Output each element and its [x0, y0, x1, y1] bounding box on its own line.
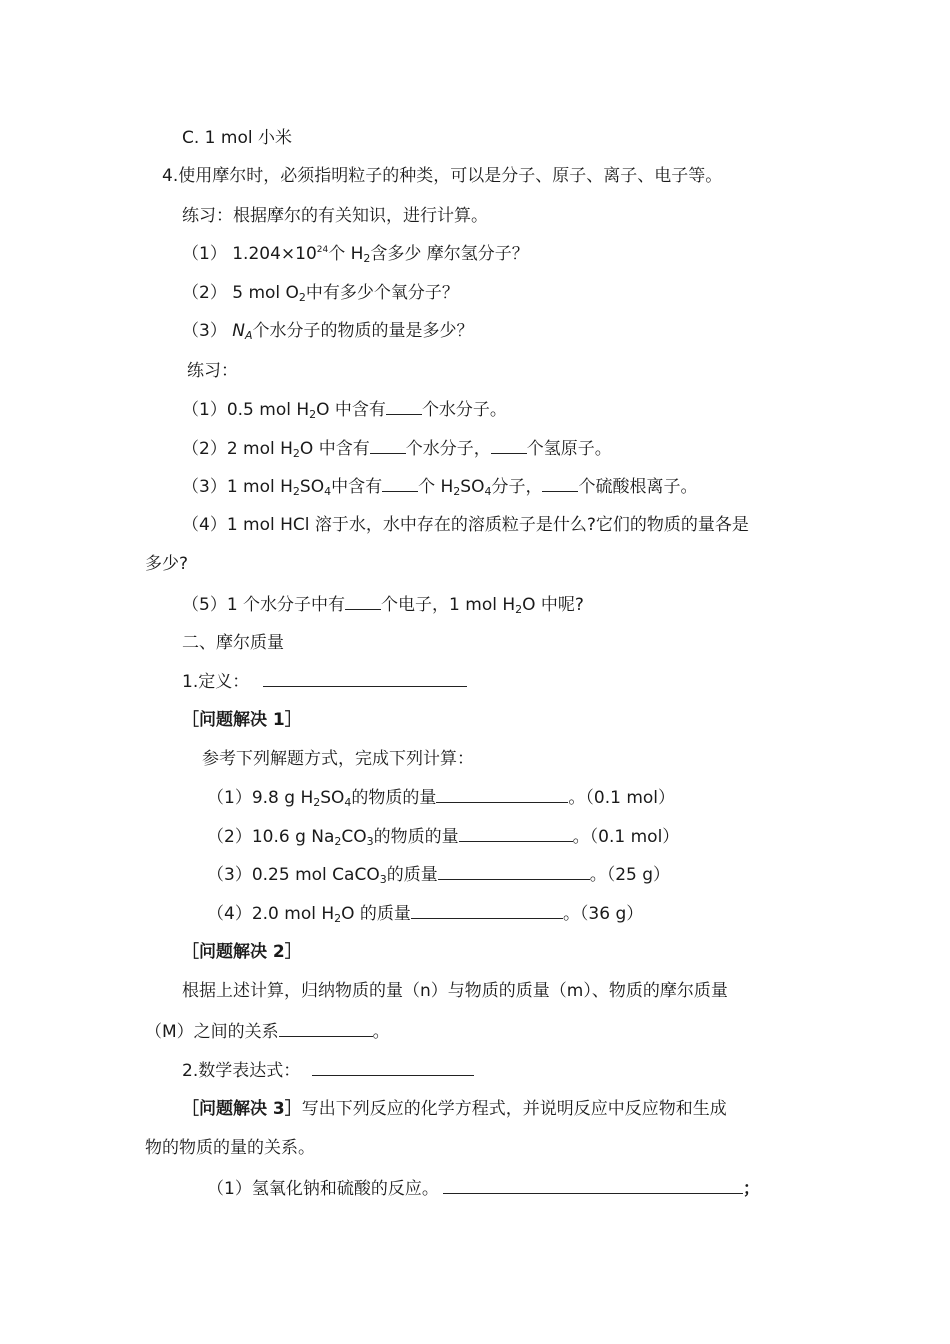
instructions: 参考下列解题方式，完成下列计算： [202, 749, 474, 769]
exercise-4-cont: 多少? [145, 554, 189, 574]
problem-solving-1: ［问题解决 1］ [182, 710, 302, 730]
definition: 1.定义： [182, 670, 467, 693]
section-2-title: 二、摩尔质量 [182, 633, 284, 653]
calc-1: （1）9.8 g $H_2SO_4$的物质的量 。（0.1 mol） [207, 788, 676, 809]
exercise-heading-2: 练习： [187, 361, 238, 381]
calc-3: （3）0.25 mol CaCO$_3$的质量 。（25 g） [207, 865, 671, 886]
problem-solving-2: ［问题解决 2］ [182, 942, 302, 962]
exercise-1: （1）0.5 mol $H_2O$ 中含有 个水分子。 [182, 400, 507, 421]
exercise-3: （3）1 mol $H_2SO_4$中含有 个 $H_2SO_4$分子， 个硫酸根离子。 [182, 477, 698, 498]
answer-blank[interactable] [542, 475, 578, 492]
equation-blank[interactable] [443, 1177, 743, 1194]
point-4: 4.使用摩尔时，必须指明粒子的种类，可以是分子、原子、离子、电子等。 [162, 166, 723, 186]
summary-line-2: （M）之间的关系 。 [145, 1022, 390, 1042]
exercise-5: （5）1 个水分子中有 个电子，1 mol $H_2O$ 中呢? [182, 595, 584, 616]
reaction-1: （1）氢氧化钠和硫酸的反应。 ； [207, 1179, 760, 1199]
answer-blank[interactable] [382, 475, 418, 492]
answer-blank[interactable] [436, 786, 568, 803]
answer-blank[interactable] [491, 437, 527, 454]
answer-blank[interactable] [345, 593, 381, 610]
problem-solving-3-cont: 物的物质的量的关系。 [145, 1138, 315, 1158]
answer-blank[interactable] [459, 825, 573, 842]
question-1: （1） $1.204\times 10^{24}$个 $H_2$含多少 摩尔氢分子？ [182, 244, 529, 265]
expression-blank[interactable] [312, 1059, 474, 1076]
exercise-4: （4）1 mol HCl 溶于水，水中存在的溶质粒子是什么?它们的物质的量各是 [182, 515, 749, 535]
question-2: （2） 5 mol $O_2$中有多少个氧分子？ [182, 283, 459, 304]
calc-2: （2）10.6 g $Na_2CO_3$的物质的量 。（0.1 mol） [207, 827, 680, 848]
exercise-heading-1: 练习：根据摩尔的有关知识，进行计算。 [182, 206, 488, 226]
summary-line-1: 根据上述计算，归纳物质的量（n）与物质的质量（m）、物质的摩尔质量 [182, 981, 728, 1001]
question-3: （3） $N_A$个水分子的物质的量是多少？ [182, 321, 474, 342]
answer-blank[interactable] [279, 1020, 373, 1037]
calc-4: （4）2.0 mol $H_2O$ 的质量 。（36 g） [207, 904, 644, 925]
exercise-2: （2）2 mol $H_2O$ 中含有 个水分子， 个氢原子。 [182, 439, 612, 460]
answer-blank[interactable] [386, 398, 422, 415]
problem-solving-3: ［问题解决 3］写出下列反应的化学方程式，并说明反应中反应物和生成 [182, 1099, 727, 1119]
answer-blank[interactable] [411, 902, 563, 919]
answer-blank[interactable] [438, 863, 590, 880]
answer-blank[interactable] [370, 437, 406, 454]
option-c: C. 1 mol 小米 [182, 128, 292, 148]
math-expression: 2.数学表达式： [182, 1059, 474, 1082]
definition-blank[interactable] [263, 670, 467, 687]
